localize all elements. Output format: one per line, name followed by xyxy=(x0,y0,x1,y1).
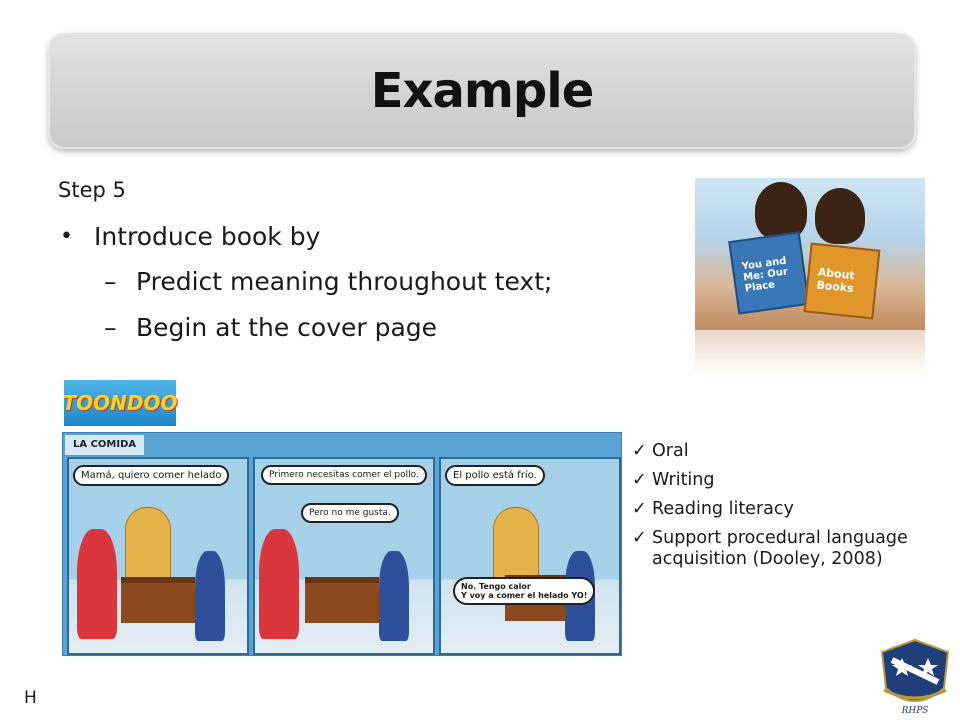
comic-strip xyxy=(62,432,622,656)
child-figure xyxy=(195,551,225,641)
checklist-item xyxy=(632,469,908,491)
comic-header: LA COMIDA xyxy=(65,435,144,455)
checklist-item xyxy=(632,527,908,549)
checklist-text: Reading literacy xyxy=(652,499,794,519)
bullet-dot-icon: • xyxy=(60,224,73,249)
check-icon: ✓ xyxy=(632,441,647,461)
book-cover-right xyxy=(804,243,881,320)
check-icon: ✓ xyxy=(632,499,647,519)
sub-item-2 xyxy=(104,313,437,342)
bullet-item xyxy=(60,222,320,252)
comic-panel-3 xyxy=(439,457,621,655)
speech-bubble: Mamá, quiero comer helado xyxy=(73,465,229,486)
toondoo-logo-text: TOONDOO xyxy=(62,391,178,415)
book-title-right: About Books xyxy=(815,265,856,296)
checklist-text-continuation: acquisition (Dooley, 2008) xyxy=(652,549,883,569)
footer-letter: H xyxy=(24,688,37,708)
speech-line: No. Tengo calor xyxy=(461,582,531,591)
child-head xyxy=(815,188,865,244)
dash-icon: – xyxy=(104,267,117,296)
sub-item-text: Begin at the cover page xyxy=(136,313,438,342)
comic-panel-2 xyxy=(253,457,435,655)
child-figure xyxy=(379,551,409,641)
table xyxy=(305,577,379,623)
bullet-text: Introduce book by xyxy=(94,222,321,251)
children-with-books-photo xyxy=(695,178,925,330)
speech-line: Y voy a comer el helado YO! xyxy=(461,591,588,600)
checklist-item xyxy=(632,498,908,520)
book-title-left: You and Me: Our Place xyxy=(741,255,789,295)
toondoo-logo xyxy=(64,380,176,426)
mother-figure xyxy=(259,529,299,639)
speech-bubble: Pero no me gusta. xyxy=(301,503,399,523)
crest-text: RHPS xyxy=(901,706,929,716)
check-icon: ✓ xyxy=(632,528,647,548)
book-cover-left xyxy=(728,231,810,314)
dash-icon: – xyxy=(104,313,117,342)
comic-panel-1 xyxy=(67,457,249,655)
check-icon: ✓ xyxy=(632,470,647,490)
step-label: Step 5 xyxy=(58,178,126,202)
table xyxy=(121,577,195,623)
checklist-text: Support procedural language xyxy=(652,528,908,548)
sub-item-text: Predict meaning throughout text; xyxy=(136,267,553,296)
checklist-item xyxy=(632,440,908,462)
mother-figure xyxy=(77,529,117,639)
checklist-text: Oral xyxy=(652,441,689,461)
speech-bubble-oval xyxy=(453,577,595,605)
speech-bubble: El pollo está frío. xyxy=(445,465,545,486)
photo-reflection xyxy=(695,330,925,375)
school-crest-logo xyxy=(878,638,952,716)
checklist xyxy=(632,440,908,569)
slide-title: Example xyxy=(370,63,594,119)
sub-item-1 xyxy=(104,267,552,296)
checklist-text: Writing xyxy=(652,470,715,490)
title-banner xyxy=(48,33,916,149)
speech-bubble: Primero necesitas comer el pollo. xyxy=(261,465,427,485)
